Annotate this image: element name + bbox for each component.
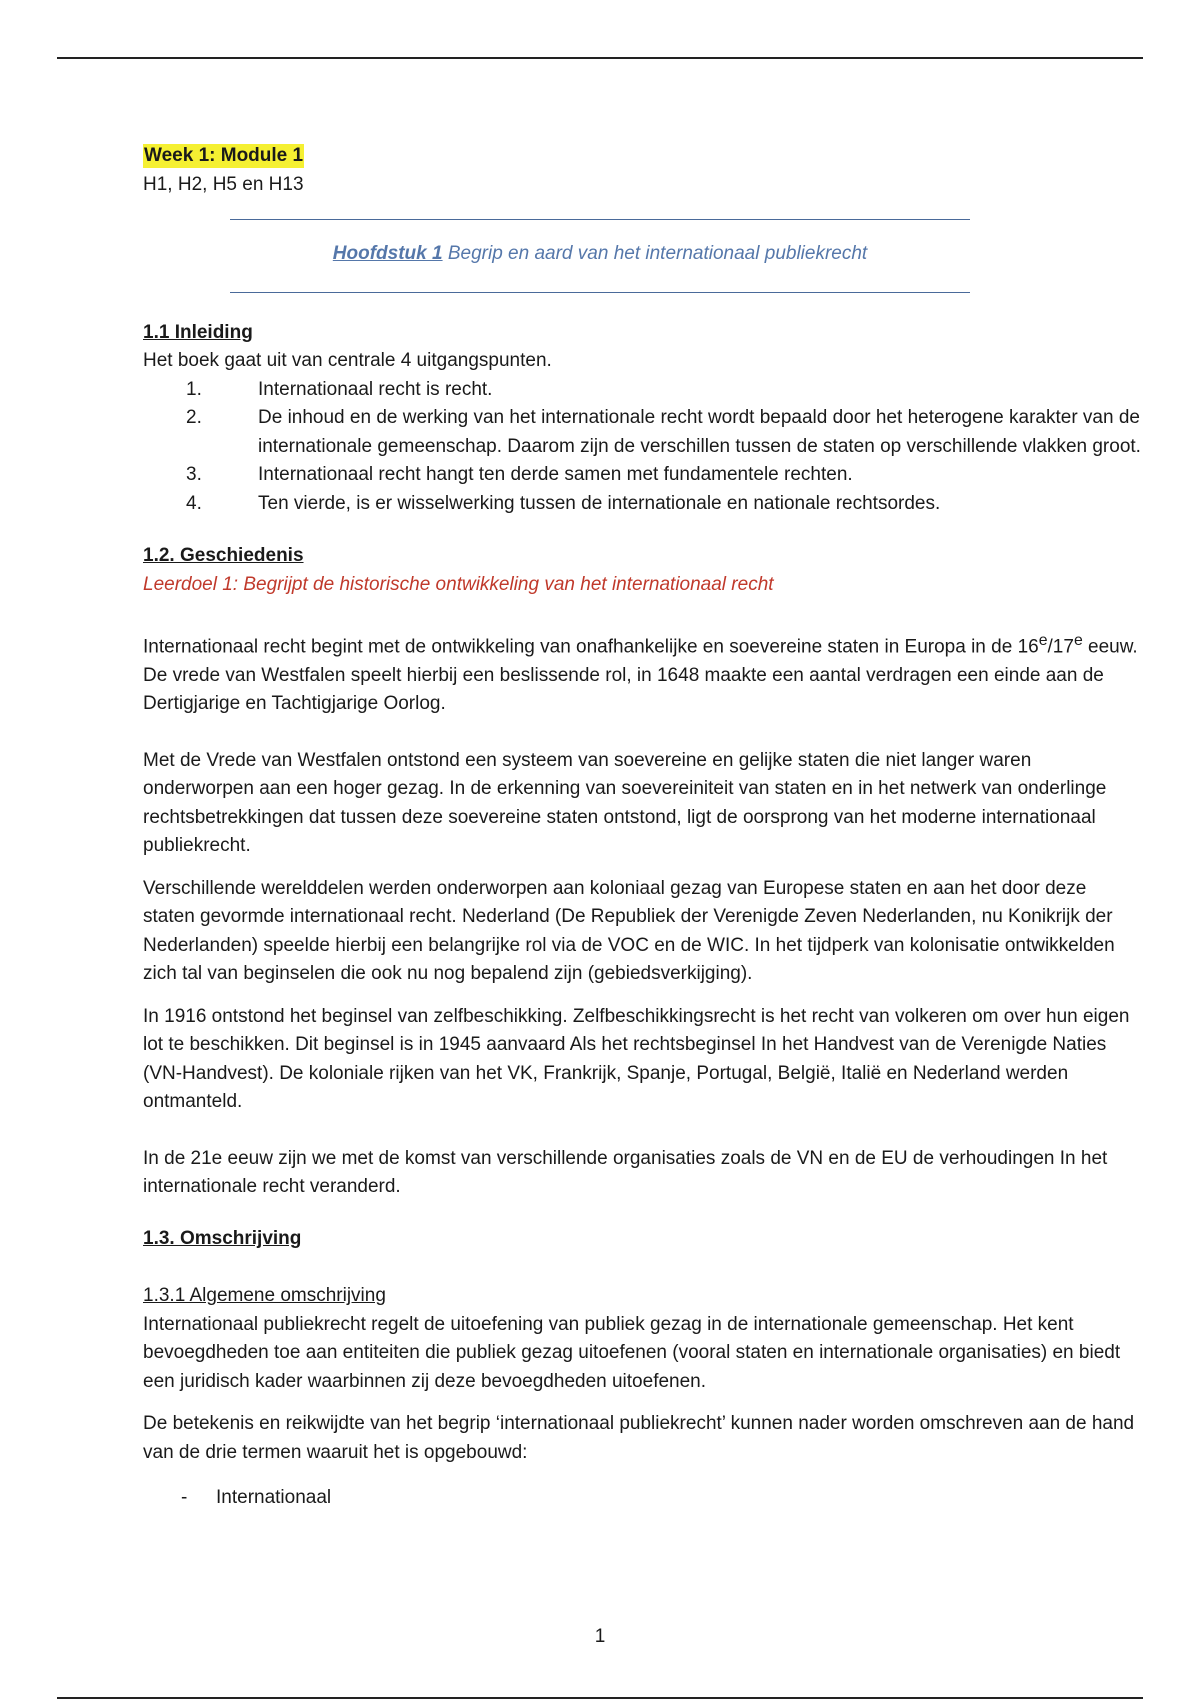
paragraph: In 1916 ontstond het beginsel van zelfbeschikking. Zelfbeschikkingsrecht is het recht van volkeren om over hun eigen lot te beschikken. Dit beginsel is in 1945 aanvaard Als het rechtsbeginsel In het Handvest van de Verenigde Naties (VN-Handvest). De koloniale rijken van het VK, Frankrijk, Spanje, Portugal, België, Italië en Nederland werden ontmanteld.: [143, 1005, 1130, 1113]
top-rule: [57, 57, 1143, 59]
list-item-text: Internationaal: [216, 1487, 332, 1509]
section-heading-1-1: 1.1 Inleiding: [143, 321, 253, 343]
page-number: 1: [594, 1626, 606, 1647]
list-number: 4.: [186, 492, 202, 514]
learning-goal: Leerdoel 1: Begrijpt de historische ontwikkeling van het internationaal recht: [143, 573, 774, 595]
section-heading-1-3: 1.3. Omschrijving: [143, 1227, 302, 1249]
superscript: e: [1038, 632, 1048, 649]
subsection-heading-1-3-1: 1.3.1 Algemene omschrijving: [143, 1285, 386, 1307]
chapter-title: Begrip en aard van het internationaal publiekrecht: [447, 243, 868, 264]
list-number: 2.: [186, 407, 202, 428]
section-heading-1-2: 1.2. Geschiedenis: [143, 545, 304, 566]
section-1-1-intro: Het boek gaat uit van centrale 4 uitgangspunten.: [143, 350, 552, 371]
paragraph: In de 21e eeuw zijn we met de komst van verschillende organisaties zoals de VN en de EU de verhoudingen In het internationale recht veranderd.: [143, 1147, 1108, 1198]
paragraph: Met de Vrede van Westfalen ontstond een systeem van soevereine en gelijke staten die niet langer waren onderworpen aan een hoger gezag. In de erkenning van soevereiniteit van staten en in het netwerk van onderlinge rechtsbetrekkingen dat tussen deze soevereine staten ontstond, ligt de oorsprong van het moderne internationaal publiekrecht.: [143, 749, 1107, 857]
list-item-text: De inhoud en de werking van het internationale recht wordt bepaald door het heterogene karakter van de internationale gemeenschap. Daarom zijn de verschillen tussen de staten op verschillende vlakken groot.: [258, 407, 1141, 457]
list-item: [143, 490, 1143, 519]
chapter-rule-bottom: [230, 292, 970, 293]
chapter-label: Hoofdstuk 1: [332, 243, 443, 264]
list-dash: -: [181, 1487, 188, 1509]
bottom-rule: [57, 1697, 1143, 1699]
paragraph: [143, 627, 1143, 719]
paragraph-text: /17: [1047, 636, 1074, 658]
list-item: [143, 376, 1143, 405]
paragraph-text: eeuw. De vrede van Westfalen speelt hierbij een beslissende rol, in 1648 maakte een aantal verdragen een einde aan de Dertigjarige en Tachtigjarige Oorlog.: [143, 636, 1138, 715]
list-item-text: Internationaal recht hangt ten derde samen met fundamentele rechten.: [258, 464, 853, 485]
list-item-text: Internationaal recht is recht.: [258, 378, 493, 400]
principles-list: [143, 376, 1143, 519]
list-item: [143, 1484, 1143, 1513]
list-item-text: Ten vierde, is er wisselwerking tussen de internationale en nationale rechtsordes.: [258, 492, 941, 514]
week-label: Week 1: Module 1: [144, 145, 304, 166]
chapter-rule-top: [230, 219, 970, 220]
document-body: [143, 142, 1143, 1513]
list-number: 3.: [186, 464, 202, 485]
paragraph: De betekenis en reikwijdte van het begrip ‘internationaal publiekrecht’ kunnen nader worden omschreven aan de hand van de drie termen waaruit het is opgebouwd:: [143, 1413, 1135, 1463]
chapter-heading: [230, 240, 970, 269]
paragraph-text: Internationaal recht begint met de ontwikkeling van onafhankelijke en soevereine staten in Europa in de 16: [143, 636, 1039, 658]
list-number: 1.: [186, 378, 202, 400]
list-item: [143, 461, 1143, 490]
chapters-covered: H1, H2, H5 en H13: [143, 173, 304, 195]
superscript: e: [1073, 632, 1083, 649]
paragraph: Verschillende werelddelen werden onderworpen aan koloniaal gezag van Europese staten en aan het door deze staten gevormde internationaal recht. Nederland (De Republiek der Verenigde Zeven Nederlanden, nu Konikrijk der Nederlanden) speelde hierbij een belangrijke rol via de VOC en de WIC. In het tijdperk van kolonisatie ontwikkelden zich tal van beginselen die ook nu nog bepalend zijn (gebiedsverkijging).: [143, 877, 1115, 985]
list-item: [143, 404, 1143, 461]
paragraph: Internationaal publiekrecht regelt de uitoefening van publiek gezag in de internationale gemeenschap. Het kent bevoegdheden toe aan entiteiten die publiek gezag uitoefenen (vooral staten en internationale organisaties) en biedt een juridisch kader waarbinnen zij deze bevoegdheden uitoefenen.: [143, 1313, 1121, 1392]
